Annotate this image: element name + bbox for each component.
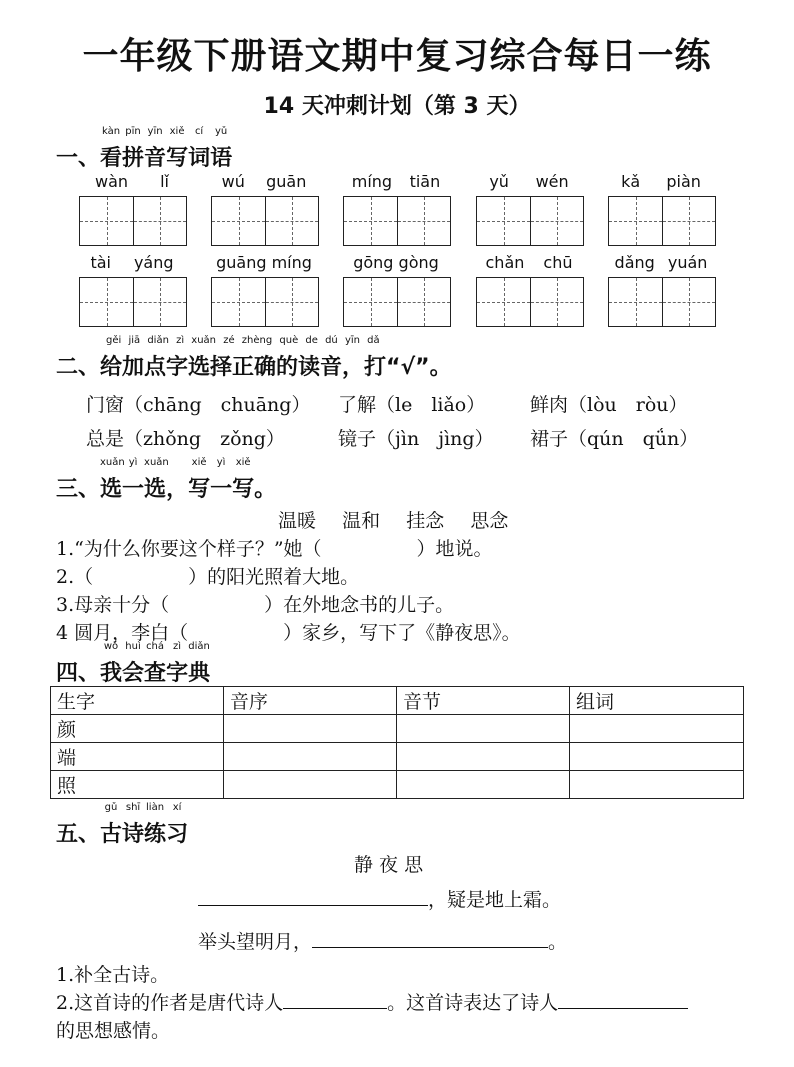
page-subtitle: 14 天冲刺计划（第 3 天） bbox=[263, 94, 531, 119]
table-cell-input[interactable] bbox=[397, 743, 570, 771]
heading-pinyin: xiě bbox=[235, 457, 251, 468]
heading-char: yì 一 bbox=[210, 457, 233, 502]
writing-grid[interactable] bbox=[343, 196, 451, 246]
table-cell-input[interactable] bbox=[570, 743, 744, 771]
word-pinyin: wú guān bbox=[221, 172, 307, 191]
table-cell-input[interactable] bbox=[224, 743, 397, 771]
grid-cell[interactable] bbox=[397, 278, 450, 326]
table-row bbox=[51, 771, 744, 799]
grid-cell[interactable] bbox=[80, 197, 133, 245]
heading-pinyin: yǔ bbox=[214, 126, 228, 137]
heading-pinyin: kàn bbox=[101, 126, 121, 137]
heading-pinyin: yīn bbox=[147, 126, 163, 137]
grid-cell[interactable] bbox=[530, 197, 583, 245]
heading-char: gǔ 古 bbox=[100, 802, 123, 847]
heading-pinyin: diǎn bbox=[188, 641, 210, 652]
grid-cell[interactable] bbox=[609, 278, 662, 326]
fill-sentence[interactable]: 2.（ ）的阳光照着大地。 bbox=[56, 566, 360, 588]
grid-cell[interactable] bbox=[344, 197, 397, 245]
heading-pinyin: xí bbox=[172, 802, 182, 813]
section-2-label: 二、给加点字选择正确的读音，打“√”。 bbox=[56, 355, 452, 380]
heading-char: huì 会 bbox=[122, 641, 145, 686]
writing-grid[interactable] bbox=[476, 277, 584, 327]
heading-pinyin: huì bbox=[125, 641, 141, 652]
answer-blank[interactable] bbox=[558, 988, 688, 1009]
heading-pinyin: liàn bbox=[146, 802, 165, 813]
grid-cell[interactable] bbox=[80, 278, 133, 326]
word-option: 温暖 bbox=[278, 510, 317, 532]
question-2 bbox=[56, 988, 688, 1015]
poem-blank[interactable] bbox=[312, 927, 548, 948]
poem-title: 静 夜 思 bbox=[354, 854, 424, 876]
heading-char: liàn 练 bbox=[144, 802, 167, 847]
heading-pinyin: yì bbox=[216, 457, 226, 468]
grid-cell[interactable] bbox=[265, 278, 318, 326]
heading-char: cí 词 bbox=[188, 126, 211, 171]
table-cell-input[interactable] bbox=[224, 715, 397, 743]
word-option: 挂念 bbox=[406, 510, 445, 532]
grid-cell[interactable] bbox=[133, 197, 186, 245]
writing-grid[interactable] bbox=[211, 277, 319, 327]
heading-pinyin: xiě bbox=[191, 457, 207, 468]
choice-item[interactable]: 裙子（qún qǘn） bbox=[530, 428, 699, 450]
table-cell-char: 端 bbox=[51, 743, 224, 771]
question-text: 2.这首诗的作者是唐代诗人 bbox=[56, 992, 284, 1014]
page-title: 一年级下册语文期中复习综合每日一练 bbox=[82, 36, 712, 77]
heading-pinyin: shī bbox=[125, 802, 141, 813]
heading-char: zì 字 bbox=[166, 641, 189, 686]
heading-pinyin: yì bbox=[128, 457, 138, 468]
heading-pinyin: pīn bbox=[125, 126, 141, 137]
word-pinyin: tài yáng bbox=[90, 253, 174, 272]
word-pinyin: guāng míng bbox=[216, 253, 312, 272]
heading-char: chá 查 bbox=[144, 641, 167, 686]
table-cell-char: 照 bbox=[51, 771, 224, 799]
grid-cell[interactable] bbox=[662, 278, 715, 326]
grid-cell[interactable] bbox=[397, 197, 450, 245]
table-cell-input[interactable] bbox=[397, 771, 570, 799]
poem-text: 。 bbox=[548, 931, 568, 953]
fill-sentence[interactable]: 1.“为什么你要这个样子？”她（ ）地说。 bbox=[56, 538, 493, 560]
heading-char: yǔ 语 bbox=[210, 126, 233, 171]
table-cell-input[interactable] bbox=[570, 771, 744, 799]
heading-char: wǒ 我 bbox=[100, 641, 123, 686]
word-pinyin: chǎn chū bbox=[485, 253, 573, 272]
heading-pinyin: chá bbox=[146, 641, 165, 652]
heading-char: xiě 写 bbox=[232, 457, 255, 502]
grid-cell[interactable] bbox=[212, 278, 265, 326]
question-text: 。这首诗表达了诗人 bbox=[387, 992, 559, 1014]
poem-blank[interactable] bbox=[198, 885, 428, 906]
heading-char: xí 习 bbox=[166, 802, 189, 847]
table-row bbox=[51, 743, 744, 771]
heading-char: xuǎn 选 bbox=[100, 457, 125, 502]
heading-pinyin: xuǎn bbox=[144, 457, 169, 468]
heading-char: 。 bbox=[254, 477, 277, 502]
writing-grid[interactable] bbox=[79, 196, 187, 246]
heading-pinyin: cí bbox=[194, 126, 204, 137]
word-pinyin: yǔ wén bbox=[489, 172, 569, 191]
table-cell-char: 颜 bbox=[51, 715, 224, 743]
writing-grid[interactable] bbox=[211, 196, 319, 246]
table-cell-input[interactable] bbox=[397, 715, 570, 743]
section-3-heading: 三、 xuǎn 选 yì 一 xuǎn 选， xiě 写 yì 一 xiě 写。 bbox=[56, 457, 277, 502]
choice-item[interactable]: 了解（le liǎo） bbox=[338, 394, 486, 416]
grid-cell[interactable] bbox=[133, 278, 186, 326]
word-pinyin: kǎ piàn bbox=[621, 172, 701, 191]
grid-cell[interactable] bbox=[530, 278, 583, 326]
heading-char: xiě 写 bbox=[188, 457, 211, 502]
fill-sentence[interactable]: 4 圆月，李白（ ）家乡，写下了《静夜思》。 bbox=[56, 622, 521, 644]
heading-char: yì 一 bbox=[122, 457, 145, 502]
grid-cell[interactable] bbox=[265, 197, 318, 245]
writing-grid[interactable] bbox=[608, 277, 716, 327]
section-5-heading: 五、 gǔ 古 shī 诗 liàn 练 xí 习 bbox=[56, 802, 189, 847]
table-header: 音节 bbox=[397, 687, 570, 715]
writing-grid[interactable] bbox=[476, 196, 584, 246]
writing-grid[interactable] bbox=[608, 196, 716, 246]
table-header: 音序 bbox=[224, 687, 397, 715]
table-header-row bbox=[51, 687, 744, 715]
choice-item[interactable]: 门窗（chāng chuāng） bbox=[86, 394, 311, 416]
heading-char: pīn 拼 bbox=[122, 126, 145, 171]
grid-cell[interactable] bbox=[344, 278, 397, 326]
poem-text: 举头望明月， bbox=[198, 931, 313, 953]
word-option: 思念 bbox=[470, 510, 509, 532]
table-cell-input[interactable] bbox=[224, 771, 397, 799]
heading-char: xiě 写 bbox=[166, 126, 189, 171]
question-1: 1.补全古诗。 bbox=[56, 964, 170, 986]
heading-char: xuǎn 选 bbox=[144, 457, 169, 502]
heading-pinyin: zì bbox=[173, 641, 182, 652]
table-cell-input[interactable] bbox=[570, 715, 744, 743]
choice-item[interactable]: 总是（zhǒng zǒng） bbox=[86, 428, 285, 450]
word-pinyin: dǎng yuán bbox=[614, 253, 708, 272]
heading-pinyin: gǔ bbox=[104, 802, 118, 813]
question-2-cont: 的思想感情。 bbox=[56, 1020, 171, 1042]
heading-char: ， bbox=[166, 477, 189, 502]
section-2-pinyin: gěi jiā diǎn zì xuǎn zé zhèng què de dú yīn dǎ bbox=[106, 335, 380, 346]
table-header: 生字 bbox=[51, 687, 224, 715]
table-header: 组词 bbox=[570, 687, 744, 715]
word-pinyin: wàn lǐ bbox=[95, 172, 169, 191]
writing-grid[interactable] bbox=[343, 277, 451, 327]
heading-pinyin: xuǎn bbox=[100, 457, 125, 468]
poem-text: ，疑是地上霜。 bbox=[428, 889, 562, 911]
grid-cell[interactable] bbox=[477, 278, 530, 326]
word-pinyin: míng tiān bbox=[351, 172, 441, 191]
grid-cell[interactable] bbox=[212, 197, 265, 245]
choice-item[interactable]: 鲜肉（lòu ròu） bbox=[530, 394, 688, 416]
section-2-heading bbox=[56, 335, 452, 381]
heading-char: shī 诗 bbox=[122, 802, 145, 847]
grid-cell[interactable] bbox=[609, 197, 662, 245]
choice-item[interactable]: 镜子（jìn jìng） bbox=[338, 428, 494, 450]
heading-char: yīn 音 bbox=[144, 126, 167, 171]
poem-line-1 bbox=[198, 885, 561, 912]
writing-grid[interactable] bbox=[79, 277, 187, 327]
word-options bbox=[278, 506, 508, 533]
heading-char: kàn 看 bbox=[100, 126, 123, 171]
grid-cell[interactable] bbox=[662, 197, 715, 245]
section-4-heading: 四、 wǒ 我 huì 会 chá 查 zì 字 diǎn 典 bbox=[56, 641, 211, 686]
dictionary-table bbox=[50, 686, 744, 799]
heading-char: diǎn 典 bbox=[188, 641, 211, 686]
answer-blank[interactable] bbox=[283, 988, 387, 1009]
heading-pinyin: wǒ bbox=[103, 641, 119, 652]
section-1-heading: 一、 kàn 看 pīn 拼 yīn 音 xiě 写 cí 词 yǔ 语 bbox=[56, 126, 233, 171]
word-option: 温和 bbox=[342, 510, 381, 532]
word-pinyin: gōng gòng bbox=[353, 253, 439, 272]
poem-line-2 bbox=[198, 927, 567, 954]
grid-cell[interactable] bbox=[477, 197, 530, 245]
table-row bbox=[51, 715, 744, 743]
fill-sentence[interactable]: 3.母亲十分（ ）在外地念书的儿子。 bbox=[56, 594, 455, 616]
heading-pinyin: xiě bbox=[169, 126, 185, 137]
